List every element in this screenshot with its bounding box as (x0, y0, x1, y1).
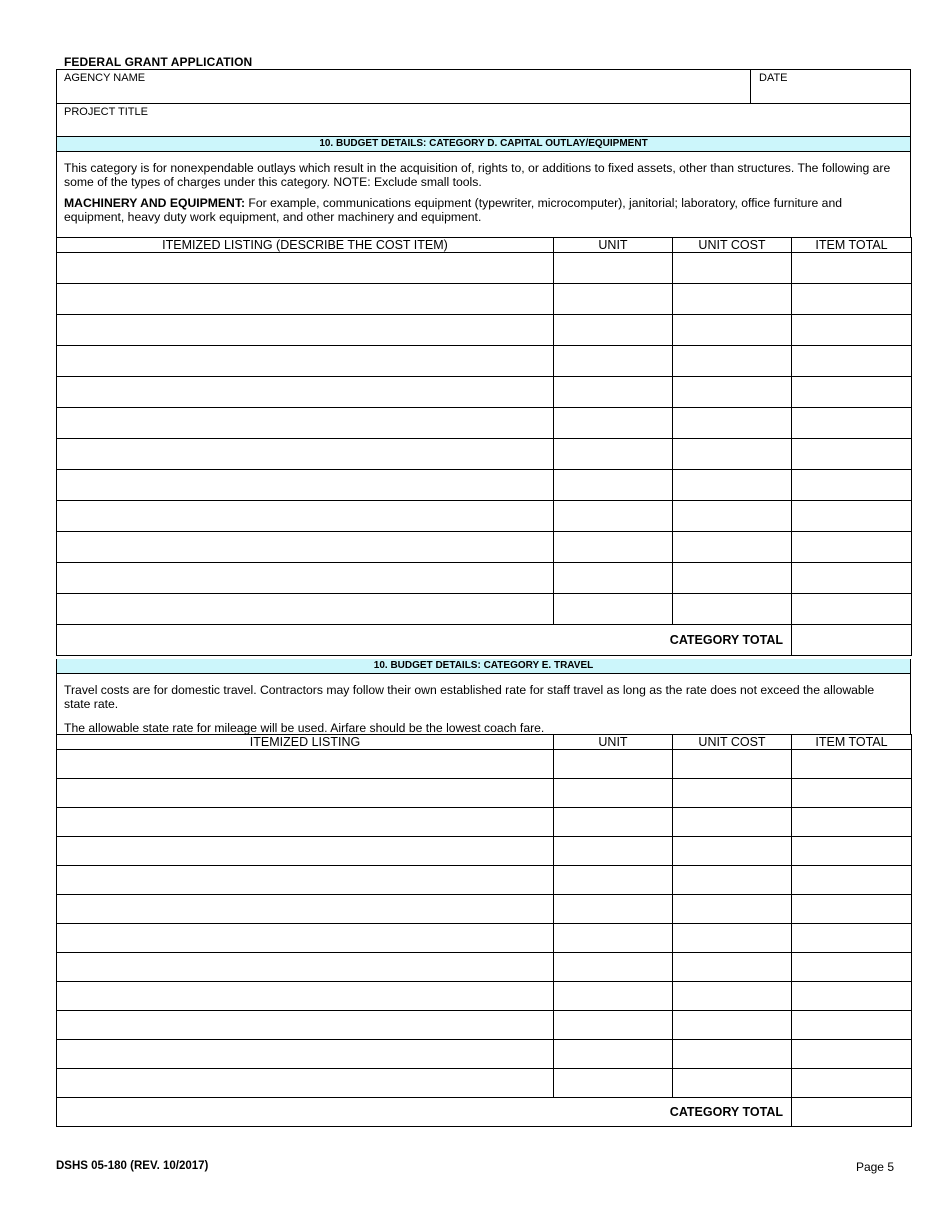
item-total-input[interactable] (792, 501, 912, 532)
unit-input[interactable] (554, 1069, 673, 1098)
table-row (57, 532, 912, 563)
table-row (57, 837, 912, 866)
table-row (57, 470, 912, 501)
unit-input[interactable] (554, 837, 673, 866)
unit-input[interactable] (554, 1040, 673, 1069)
table-row (57, 1069, 912, 1098)
table-row (57, 895, 912, 924)
unit-input[interactable] (554, 982, 673, 1011)
item-total-input[interactable] (792, 866, 912, 895)
item-total-input[interactable] (792, 808, 912, 837)
item-description-input[interactable] (57, 501, 554, 532)
unit-cost-input[interactable] (673, 866, 792, 895)
item-description-input[interactable] (57, 594, 554, 625)
unit-cost-input[interactable] (673, 895, 792, 924)
item-total-input[interactable] (792, 1040, 912, 1069)
unit-input[interactable] (554, 594, 673, 625)
unit-input[interactable] (554, 895, 673, 924)
column-header: ITEMIZED LISTING (DESCRIBE THE COST ITEM) (57, 238, 554, 253)
item-total-input[interactable] (792, 284, 912, 315)
item-description-input[interactable] (57, 439, 554, 470)
unit-cost-input[interactable] (673, 284, 792, 315)
item-total-input[interactable] (792, 315, 912, 346)
item-total-input[interactable] (792, 982, 912, 1011)
unit-cost-input[interactable] (673, 501, 792, 532)
item-description-input[interactable] (57, 377, 554, 408)
section-e-heading: 10. BUDGET DETAILS: CATEGORY E. TRAVEL (56, 659, 911, 674)
table-row (57, 284, 912, 315)
category-total-row (57, 1098, 912, 1127)
table-row (57, 253, 912, 284)
table-row (57, 563, 912, 594)
item-total-input[interactable] (792, 594, 912, 625)
item-description-input[interactable] (57, 953, 554, 982)
item-description-input[interactable] (57, 532, 554, 563)
table-row (57, 346, 912, 377)
column-header: UNIT COST (673, 238, 792, 253)
agency-name-label: AGENCY NAME (64, 72, 146, 84)
unit-input[interactable] (554, 779, 673, 808)
item-description-input[interactable] (57, 408, 554, 439)
table-row (57, 866, 912, 895)
section-e-intro: Travel costs are for domestic travel. Contractors may follow their own established rate for staff travel as long as the rate does not exceed the allowable state rate. (64, 683, 875, 711)
column-header: ITEM TOTAL (792, 238, 912, 253)
table-row (57, 439, 912, 470)
unit-input[interactable] (554, 501, 673, 532)
item-description-input[interactable] (57, 346, 554, 377)
item-description-input[interactable] (57, 470, 554, 501)
unit-input[interactable] (554, 408, 673, 439)
section-e-table (56, 734, 912, 1127)
item-description-input[interactable] (57, 779, 554, 808)
header-row (57, 238, 912, 253)
unit-cost-input[interactable] (673, 779, 792, 808)
item-description-input[interactable] (57, 563, 554, 594)
unit-input[interactable] (554, 253, 673, 284)
category-total-input[interactable] (792, 1098, 912, 1127)
item-total-input[interactable] (792, 408, 912, 439)
item-total-input[interactable] (792, 439, 912, 470)
item-description-input[interactable] (57, 837, 554, 866)
form-title: FEDERAL GRANT APPLICATION (64, 55, 253, 69)
unit-input[interactable] (554, 377, 673, 408)
item-description-input[interactable] (57, 866, 554, 895)
unit-cost-input[interactable] (673, 1011, 792, 1040)
item-total-input[interactable] (792, 750, 912, 779)
unit-cost-input[interactable] (673, 532, 792, 563)
item-total-input[interactable] (792, 563, 912, 594)
unit-input[interactable] (554, 750, 673, 779)
item-description-input[interactable] (57, 750, 554, 779)
table-row (57, 953, 912, 982)
item-total-input[interactable] (792, 532, 912, 563)
unit-cost-input[interactable] (673, 1069, 792, 1098)
column-header: UNIT COST (673, 735, 792, 750)
machinery-text: For example, communications equipment (typewriter, microcomputer), janitorial; laboratory, office furniture and equipment, heavy duty work equipment, and other machinery and equipment. (64, 196, 843, 224)
unit-cost-input[interactable] (673, 346, 792, 377)
project-title-label: PROJECT TITLE (64, 106, 148, 118)
unit-cost-input[interactable] (673, 439, 792, 470)
item-total-input[interactable] (792, 377, 912, 408)
unit-cost-input[interactable] (673, 982, 792, 1011)
header-box (56, 69, 911, 137)
item-description-input[interactable] (57, 982, 554, 1011)
table-row (57, 594, 912, 625)
machinery-label: MACHINERY AND EQUIPMENT: (64, 196, 246, 210)
date-label: DATE (759, 72, 788, 84)
table-row (57, 924, 912, 953)
section-d-description (56, 152, 911, 237)
date-field[interactable] (750, 70, 911, 103)
unit-input[interactable] (554, 953, 673, 982)
column-header: UNIT (554, 238, 673, 253)
unit-cost-input[interactable] (673, 470, 792, 501)
unit-cost-input[interactable] (673, 808, 792, 837)
category-total-row (57, 625, 912, 656)
item-description-input[interactable] (57, 924, 554, 953)
unit-input[interactable] (554, 284, 673, 315)
unit-cost-input[interactable] (673, 1040, 792, 1069)
unit-input[interactable] (554, 346, 673, 377)
table-row (57, 1040, 912, 1069)
item-total-input[interactable] (792, 924, 912, 953)
table-row (57, 1011, 912, 1040)
unit-input[interactable] (554, 470, 673, 501)
unit-cost-input[interactable] (673, 377, 792, 408)
item-description-input[interactable] (57, 1011, 554, 1040)
unit-cost-input[interactable] (673, 924, 792, 953)
item-total-input[interactable] (792, 837, 912, 866)
unit-cost-input[interactable] (673, 315, 792, 346)
item-description-input[interactable] (57, 253, 554, 284)
unit-input[interactable] (554, 808, 673, 837)
table-row (57, 408, 912, 439)
unit-cost-input[interactable] (673, 563, 792, 594)
table-row (57, 315, 912, 346)
agency-row (57, 70, 910, 104)
column-header: UNIT (554, 735, 673, 750)
section-d-heading: 10. BUDGET DETAILS: CATEGORY D. CAPITAL OUTLAY/EQUIPMENT (56, 137, 911, 152)
category-total-label: CATEGORY TOTAL (57, 1098, 792, 1127)
form-number: DSHS 05-180 (REV. 10/2017) (56, 1160, 209, 1172)
unit-input[interactable] (554, 924, 673, 953)
unit-cost-input[interactable] (673, 750, 792, 779)
unit-input[interactable] (554, 1011, 673, 1040)
item-description-input[interactable] (57, 315, 554, 346)
item-description-input[interactable] (57, 1040, 554, 1069)
item-total-input[interactable] (792, 346, 912, 377)
item-description-input[interactable] (57, 1069, 554, 1098)
unit-cost-input[interactable] (673, 253, 792, 284)
table-row (57, 808, 912, 837)
table-row (57, 377, 912, 408)
table-row (57, 750, 912, 779)
unit-input[interactable] (554, 563, 673, 594)
section-e-note: The allowable state rate for mileage will be used. Airfare should be the lowest coach fare. (64, 721, 545, 735)
unit-cost-input[interactable] (673, 594, 792, 625)
header-row (57, 735, 912, 750)
table-row (57, 982, 912, 1011)
item-total-input[interactable] (792, 470, 912, 501)
item-total-input[interactable] (792, 1011, 912, 1040)
section-e-description (56, 674, 911, 734)
section-d-intro: This category is for nonexpendable outlays which result in the acquisition of, rights to, or additions to fixed assets, other than structures. The following are some of the types of charges under this category. NOTE: Exclude small tools. (64, 161, 891, 189)
table-row (57, 779, 912, 808)
unit-input[interactable] (554, 315, 673, 346)
item-description-input[interactable] (57, 895, 554, 924)
item-description-input[interactable] (57, 284, 554, 315)
unit-input[interactable] (554, 866, 673, 895)
unit-input[interactable] (554, 532, 673, 563)
category-total-input[interactable] (792, 625, 912, 656)
item-total-input[interactable] (792, 953, 912, 982)
item-total-input[interactable] (792, 253, 912, 284)
unit-input[interactable] (554, 439, 673, 470)
item-total-input[interactable] (792, 1069, 912, 1098)
column-header: ITEM TOTAL (792, 735, 912, 750)
item-total-input[interactable] (792, 779, 912, 808)
category-total-label: CATEGORY TOTAL (57, 625, 792, 656)
unit-cost-input[interactable] (673, 953, 792, 982)
unit-cost-input[interactable] (673, 837, 792, 866)
item-description-input[interactable] (57, 808, 554, 837)
unit-cost-input[interactable] (673, 408, 792, 439)
column-header: ITEMIZED LISTING (57, 735, 554, 750)
section-d-machinery (64, 196, 903, 224)
table-row (57, 501, 912, 532)
section-d-table (56, 237, 912, 656)
page-number: Page 5 (855, 1160, 894, 1174)
item-total-input[interactable] (792, 895, 912, 924)
